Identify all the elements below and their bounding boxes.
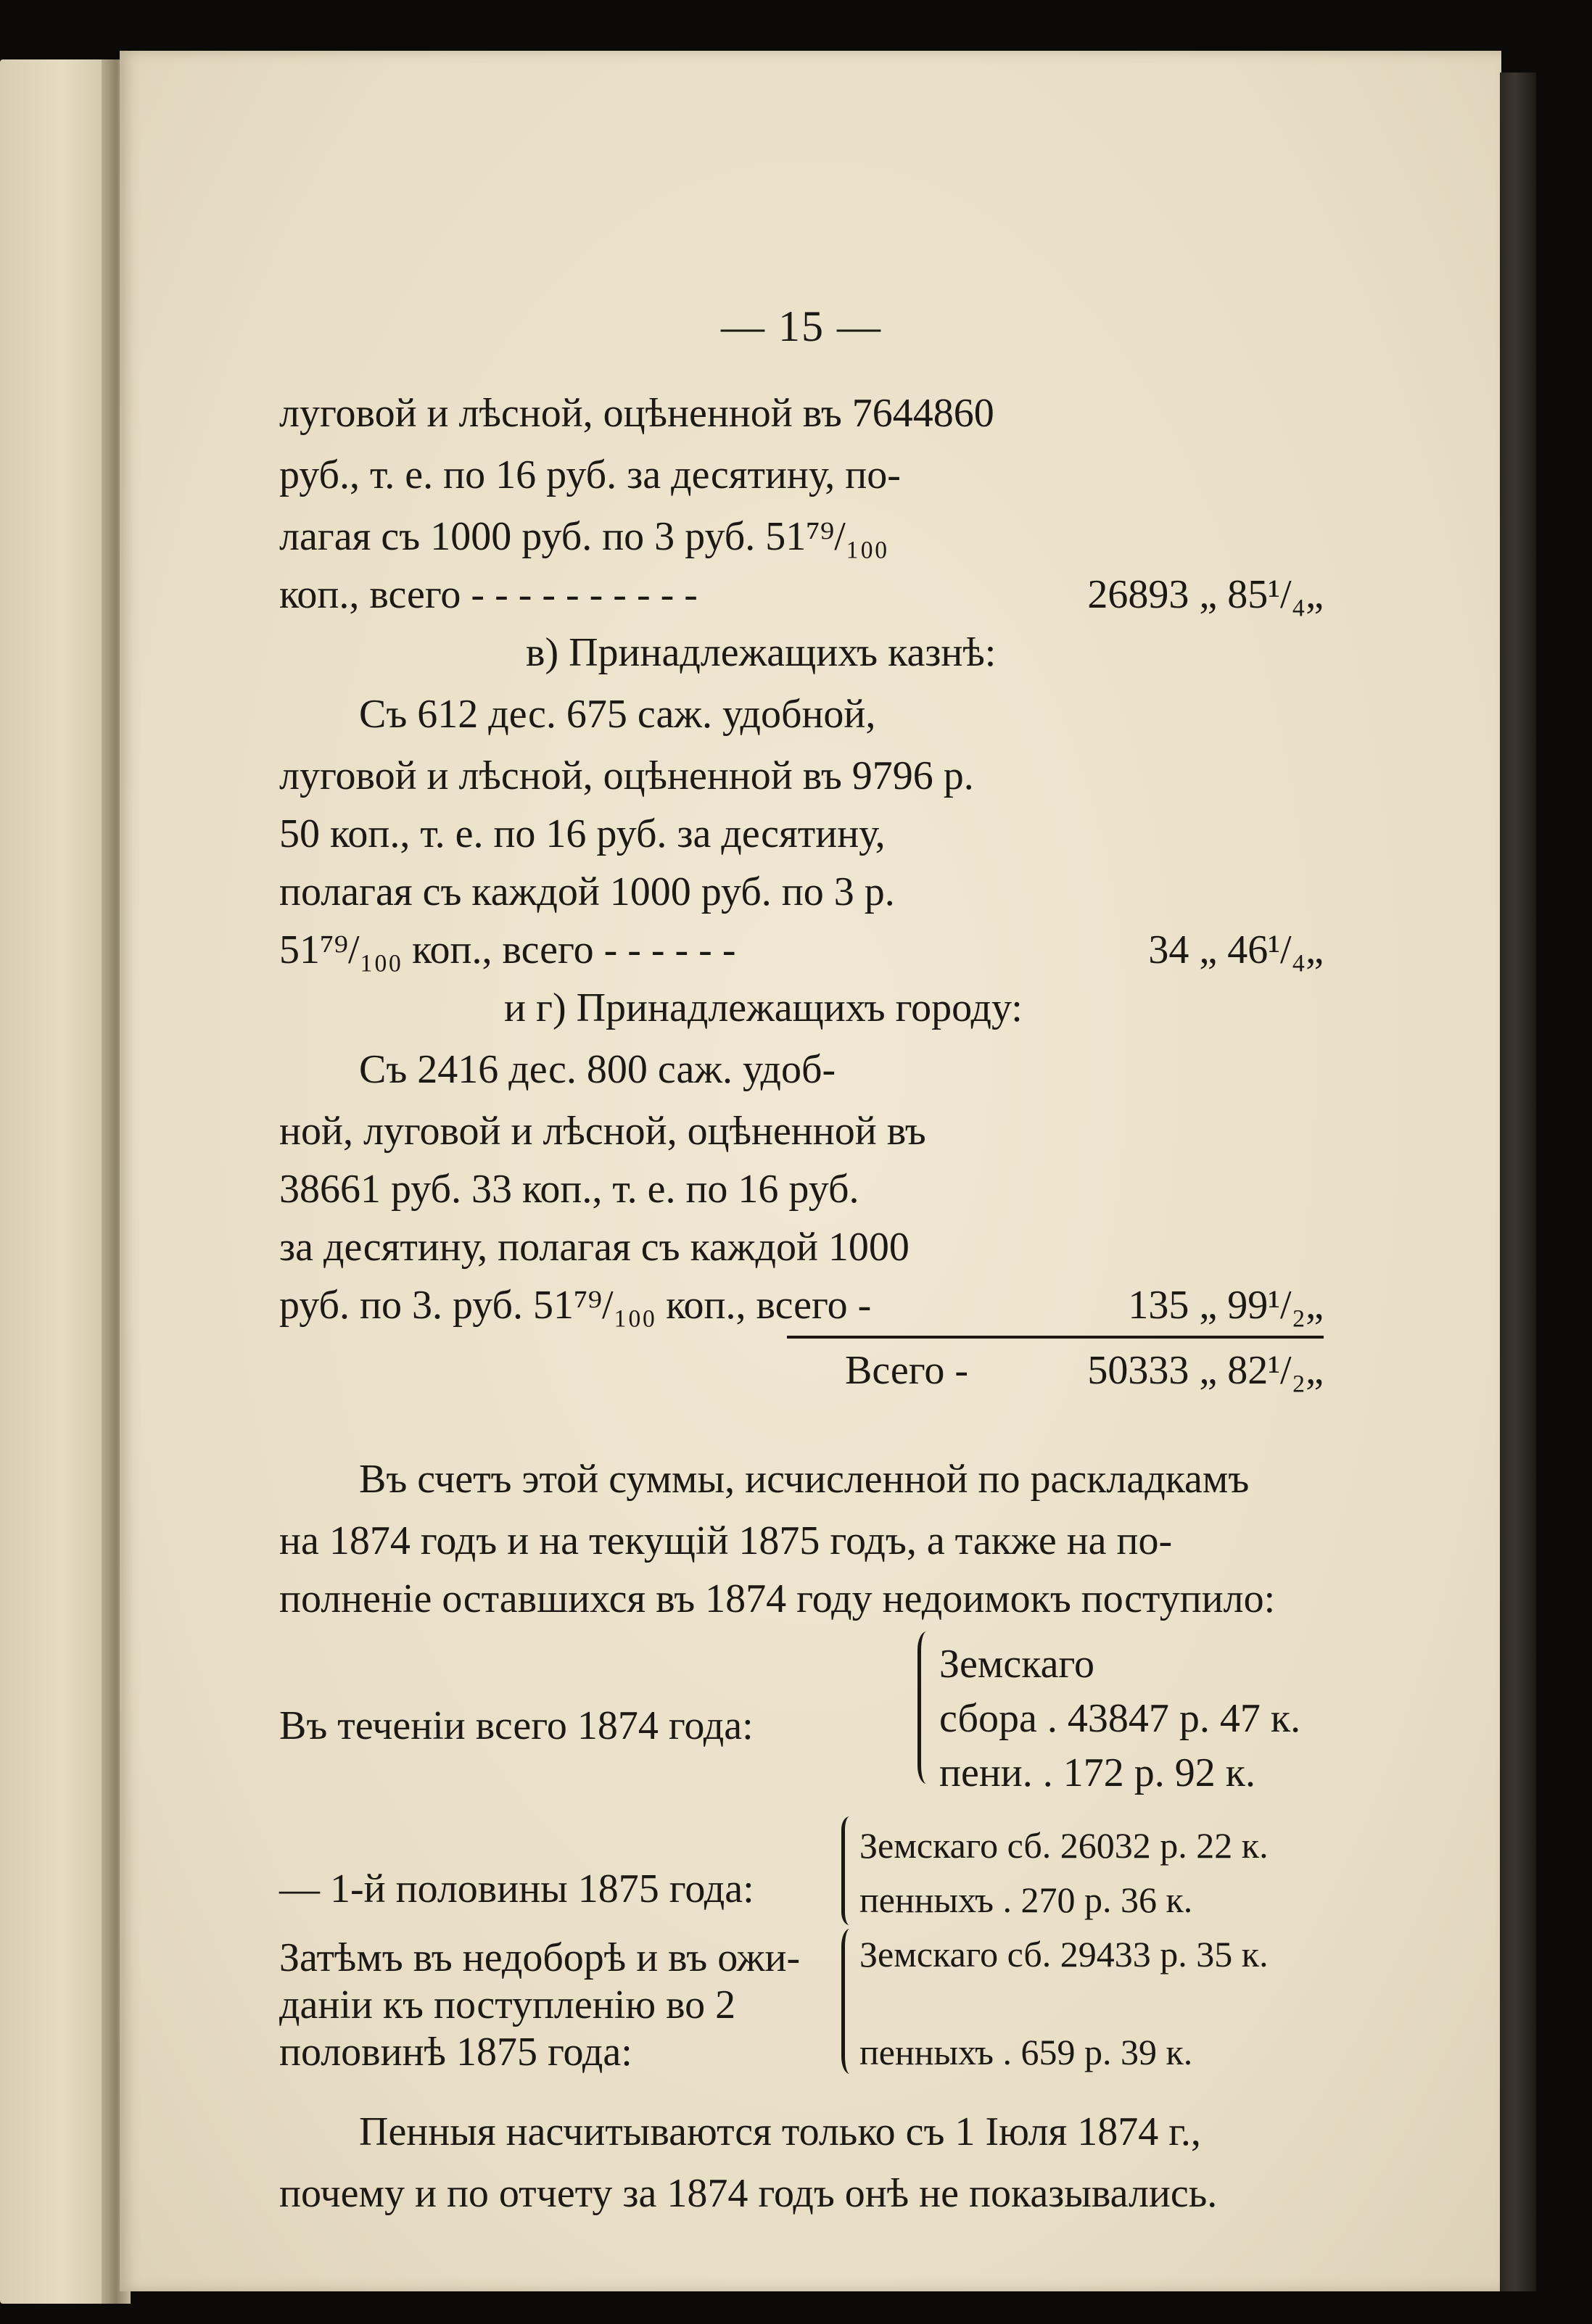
text-line: Съ 612 дес. 675 саж. удобной, xyxy=(359,692,876,737)
receipt-label: половинѣ 1875 года: xyxy=(279,2030,632,2075)
line-label: коп., всего - - - - - - - - - - xyxy=(279,572,698,617)
text-line: луговой и лѣсной, оцѣненной въ 9796 р. xyxy=(279,753,974,798)
text-line: лагая съ 1000 руб. по 3 руб. 51⁷⁹/₁₀₀ xyxy=(279,514,888,559)
receipt-row: Земскаго сб. 29433 р. 35 к. xyxy=(859,1934,1269,1974)
line-label: руб. по 3. руб. 51⁷⁹/₁₀₀ коп., всего - xyxy=(279,1283,872,1328)
text-line xyxy=(279,1276,1324,1334)
amount-value: 26893 „ 85¹/₄„ xyxy=(1087,572,1324,617)
paragraph-line: на 1874 годъ и на текущій 1875 годъ, а также на по- xyxy=(279,1518,1173,1563)
receipt-row: пенныхъ . 270 р. 36 к. xyxy=(859,1880,1193,1920)
receipt-label: — 1-й половины 1875 года: xyxy=(279,1866,754,1911)
text-line: руб., т. е. по 16 руб. за десятину, по- xyxy=(279,452,901,497)
section-heading: и г) Принадлежащихъ городу: xyxy=(504,985,1023,1030)
text-line: ной, луговой и лѣсной, оцѣненной въ xyxy=(279,1109,926,1154)
total-rule xyxy=(787,1336,1324,1339)
receipt-row: Земскаго xyxy=(939,1642,1094,1687)
receipt-row: пенныхъ . 659 р. 39 к. xyxy=(859,2032,1193,2072)
brace-icon xyxy=(917,1632,936,1784)
receipt-row: пени. . 172 р. 92 к. xyxy=(939,1750,1255,1795)
text-line: 38661 руб. 33 коп., т. е. по 16 руб. xyxy=(279,1167,859,1212)
text-line xyxy=(279,566,1324,624)
amount-value: 135 „ 99¹/₂„ xyxy=(1128,1283,1324,1328)
text-line: за десятину, полагая съ каждой 1000 xyxy=(279,1225,910,1270)
section-heading: в) Принадлежащихъ казнѣ: xyxy=(526,630,997,675)
text-line: полагая съ каждой 1000 руб. по 3 р. xyxy=(279,869,895,914)
paragraph-line: Въ счетъ этой суммы, исчисленной по раскладкамъ xyxy=(359,1457,1250,1502)
receipt-row: Земскаго сб. 26032 р. 22 к. xyxy=(859,1825,1269,1866)
text-line: Съ 2416 дес. 800 саж. удоб- xyxy=(359,1047,836,1092)
text-line xyxy=(279,921,1324,979)
text-line: 50 коп., т. е. по 16 руб. за десятину, xyxy=(279,811,886,856)
page-stack-edge xyxy=(1500,73,1536,2291)
receipt-label: Въ теченіи всего 1874 года: xyxy=(279,1703,754,1748)
footnote-line: почему и по отчету за 1874 годъ онѣ не показывались. xyxy=(279,2171,1218,2216)
amount-value: 34 „ 46¹/₄„ xyxy=(1148,927,1324,972)
brace-icon xyxy=(841,1929,858,2074)
receipt-label: Затѣмъ въ недоборѣ и въ ожи- xyxy=(279,1935,801,1980)
line-label: 51⁷⁹/₁₀₀ коп., всего - - - - - - xyxy=(279,927,736,972)
paragraph-line: полненіе оставшихся въ 1874 году недоимокъ поступило: xyxy=(279,1576,1276,1621)
total-value: 50333 „ 82¹/₂„ xyxy=(1087,1348,1324,1393)
receipt-label: даніи къ поступленію во 2 xyxy=(279,1982,736,2027)
page-number: — 15 — xyxy=(721,302,882,350)
text-line: луговой и лѣсной, оцѣненной въ 7644860 xyxy=(279,391,994,436)
footnote-line: Пенныя насчитываются только съ 1 Іюля 1874 г., xyxy=(359,2109,1201,2154)
brace-icon xyxy=(841,1816,858,1925)
receipt-row: сбора . 43847 р. 47 к. xyxy=(939,1696,1301,1741)
total-label: Всего - xyxy=(845,1348,968,1393)
left-page-edge xyxy=(0,59,112,2304)
